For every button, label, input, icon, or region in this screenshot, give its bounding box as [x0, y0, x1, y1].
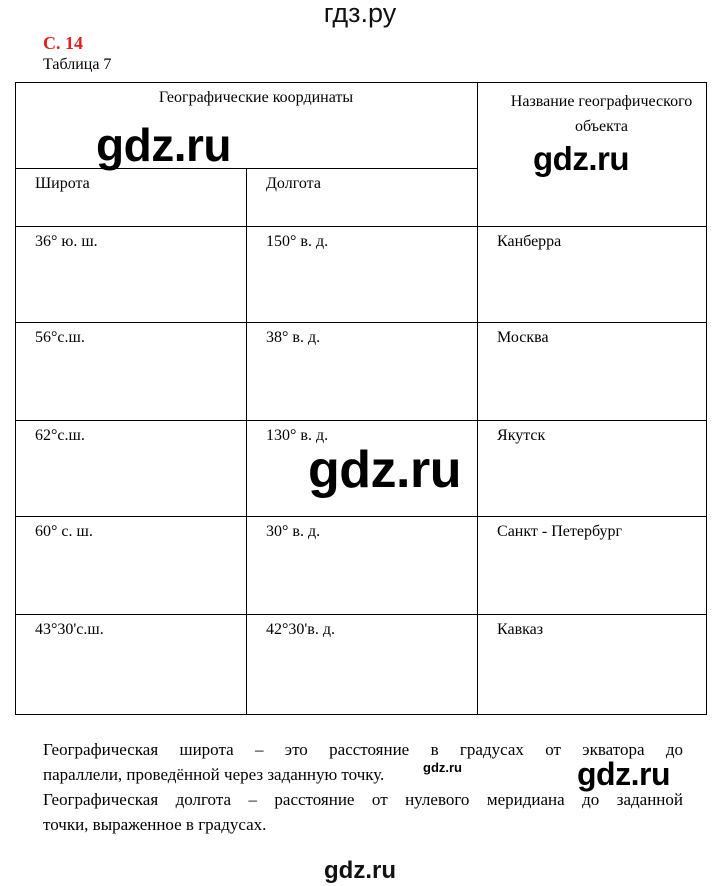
definition-line: Географическая широта – это расстояние в градусах от экватора до	[43, 740, 683, 759]
table-caption: Таблица 7	[43, 56, 112, 73]
watermark: gdz.ru	[533, 140, 629, 177]
header-coordinates: Географические координаты	[16, 83, 478, 169]
cell-latitude: 62°с.ш.	[16, 421, 247, 517]
cell-latitude: 56°с.ш.	[16, 323, 247, 421]
cell-longitude: 150° в. д.	[247, 227, 478, 323]
cell-latitude: 36° ю. ш.	[16, 227, 247, 323]
page-number: С. 14	[43, 33, 83, 53]
watermark: gdz.ru	[324, 857, 396, 884]
table-row	[16, 227, 707, 323]
table-row	[16, 323, 707, 421]
watermark: gdz.ru	[423, 760, 462, 775]
definition-line: Географическая долгота – расстояние от нулевого меридиана до заданной	[43, 790, 683, 809]
table-row	[16, 615, 707, 715]
cell-object-name: Санкт - Петербург	[478, 517, 707, 615]
table-row	[16, 517, 707, 615]
watermark: gdz.ru	[577, 756, 670, 792]
cell-longitude: 38° в. д.	[247, 323, 478, 421]
cell-object-name: Москва	[478, 323, 707, 421]
cell-latitude: 60° с. ш.	[16, 517, 247, 615]
header-latitude: Широта	[16, 169, 247, 227]
cell-object-name: Якутск	[478, 421, 707, 517]
cell-longitude: 30° в. д.	[247, 517, 478, 615]
site-name: гдз.ру	[323, 0, 397, 28]
header-object-name: Название географического объекта	[478, 83, 707, 227]
cell-longitude: 42°30'в. д.	[247, 615, 478, 715]
cell-longitude: 130° в. д.	[247, 421, 478, 517]
watermark: gdz.ru	[96, 119, 231, 171]
definition-line: параллели, проведённой через заданную точку.	[43, 765, 385, 784]
header-longitude: Долгота	[247, 169, 478, 227]
definition-line: точки, выраженное в градусах.	[43, 815, 267, 834]
cell-latitude: 43°30'с.ш.	[16, 615, 247, 715]
cell-object-name: Кавказ	[478, 615, 707, 715]
watermark: gdz.ru	[308, 441, 461, 499]
cell-object-name: Канберра	[478, 227, 707, 323]
